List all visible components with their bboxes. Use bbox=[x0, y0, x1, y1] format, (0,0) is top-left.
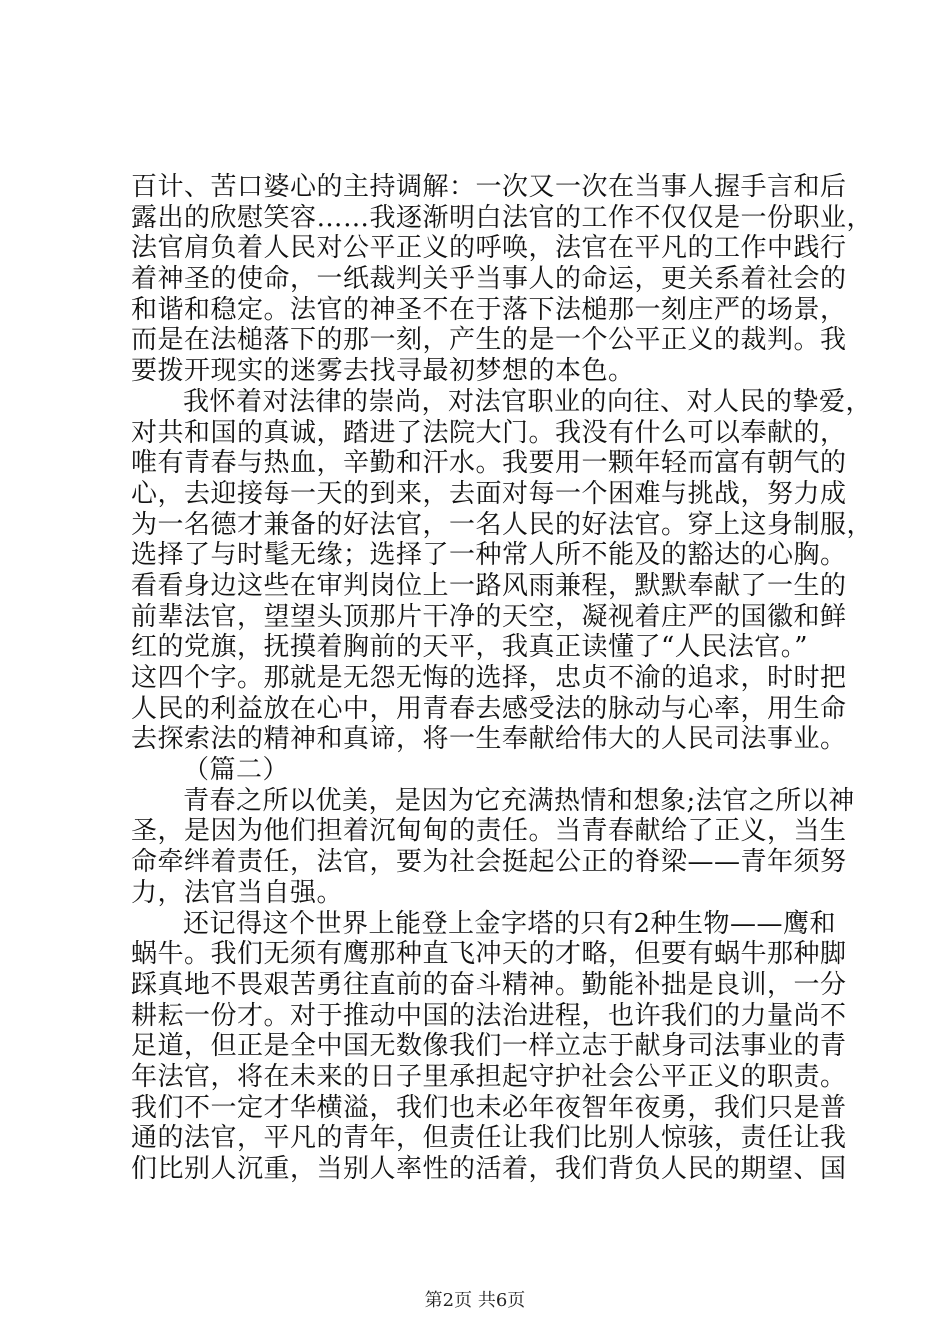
text-line: 通的法官，平凡的青年，但责任让我们比别人惊骇，责任让我 bbox=[131, 1123, 847, 1154]
text-line: 和谐和稳定。法官的神圣不在于落下法槌那一刻庄严的场景， bbox=[131, 294, 847, 325]
text-line: 而是在法槌落下的那一刻，产生的是一个公平正义的裁判。我 bbox=[131, 325, 847, 356]
document-body bbox=[131, 172, 874, 1185]
text-line: 着神圣的使命，一纸裁判关乎当事人的命运，更关系着社会的 bbox=[131, 264, 847, 295]
page-number-footer: 第2页 共6页 bbox=[424, 1290, 526, 1311]
text-line: 要拨开现实的迷雾去找寻最初梦想的本色。 bbox=[131, 356, 635, 387]
text-line: 唯有青春与热血，辛勤和汗水。我要用一颗年轻而富有朝气的 bbox=[131, 448, 847, 479]
text-line: 法官肩负着人民对公平正义的呼唤，法官在平凡的工作中践行 bbox=[131, 233, 847, 264]
text-line: 耕耘一份才。对于推动中国的法治进程，也许我们的力量尚不 bbox=[131, 1000, 847, 1031]
text-line: 看看身边这些在审判岗位上一路风雨兼程，默默奉献了一生的 bbox=[131, 570, 847, 601]
text-line: 蜗牛。我们无须有鹰那种直飞冲天的才略，但要有蜗牛那种脚 bbox=[131, 939, 847, 970]
text-line: 选择了与时髦无缘；选择了一种常人所不能及的豁达的心胸。 bbox=[131, 540, 847, 571]
text-line: 们比别人沉重，当别人率性的活着，我们背负人民的期望、国 bbox=[131, 1154, 847, 1184]
text-line: 圣，是因为他们担着沉甸甸的责任。当青春献给了正义，当生 bbox=[131, 816, 847, 847]
text-line: 踩真地不畏艰苦勇往直前的奋斗精神。勤能补拙是良训，一分 bbox=[131, 969, 847, 1000]
text-line: 人民的利益放在心中，用青春去感受法的脉动与心率，用生命 bbox=[131, 693, 847, 724]
text-line: （篇二） bbox=[183, 755, 290, 786]
text-line: 青春之所以优美，是因为它充满热情和想象;法官之所以神 bbox=[183, 785, 855, 816]
text-line: 心，去迎接每一天的到来，去面对每一个困难与挑战，努力成 bbox=[131, 478, 847, 509]
text-line: 我们不一定才华横溢，我们也未必年夜智年夜勇，我们只是普 bbox=[131, 1092, 847, 1123]
text-line: 红的党旗，抚摸着胸前的天平，我真正读懂了“人民法官。” bbox=[131, 632, 809, 663]
text-line: 命牵绊着责任，法官，要为社会挺起公正的脊梁——青年须努 bbox=[131, 847, 847, 878]
text-line: 年法官，将在未来的日子里承担起守护社会公平正义的职责。 bbox=[131, 1061, 847, 1092]
text-line: 这四个字。那就是无怨无悔的选择，忠贞不渝的追求，时时把 bbox=[131, 663, 847, 693]
text-line: 我怀着对法律的崇尚，对法官职业的向往、对人民的挚爱， bbox=[183, 386, 873, 417]
text-line: 对共和国的真诚，踏进了法院大门。我没有什么可以奉献的， bbox=[131, 417, 847, 448]
text-line: 力，法官当自强。 bbox=[131, 877, 344, 908]
text-line: 为一名德才兼备的好法官，一名人民的好法官。穿上这身制服， bbox=[131, 509, 874, 540]
text-line: 百计、苦口婆心的主持调解：一次又一次在当事人握手言和后 bbox=[131, 172, 847, 202]
text-line: 去探索法的精神和真谛，将一生奉献给伟大的人民司法事业。 bbox=[131, 724, 847, 755]
text-line: 足道，但正是全中国无数像我们一样立志于献身司法事业的青 bbox=[131, 1031, 847, 1062]
text-line: 前辈法官，望望头顶那片干净的天空，凝视着庄严的国徽和鲜 bbox=[131, 601, 847, 632]
text-line: 露出的欣慰笑容……我逐渐明白法官的工作不仅仅是一份职业， bbox=[131, 202, 874, 233]
text-line: 还记得这个世界上能登上金字塔的只有2种生物——鹰和 bbox=[183, 908, 837, 939]
